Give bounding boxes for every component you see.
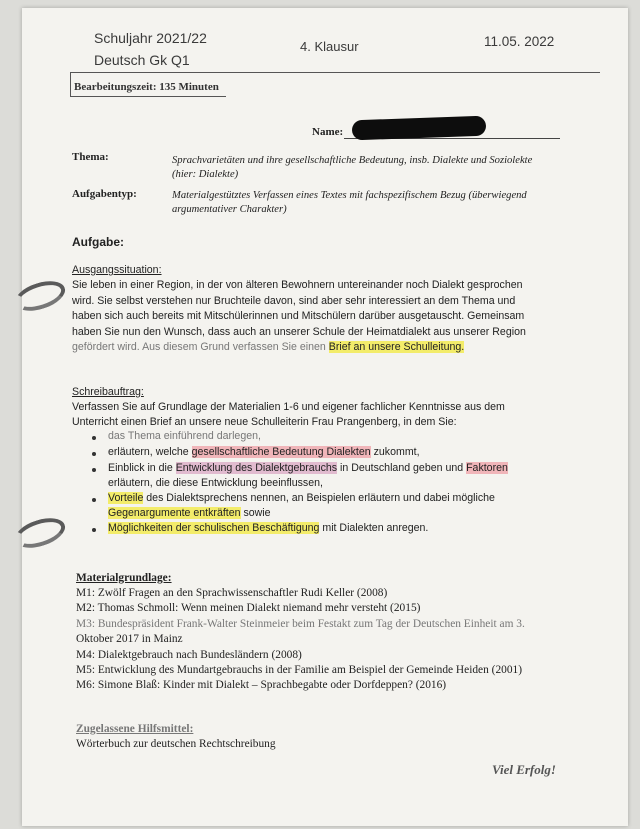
schreibauftrag-heading: Schreibauftrag: [72,386,144,398]
aufgabe-heading: Aufgabe: [72,235,124,249]
material-m2: M2: Thomas Schmoll: Wenn meinen Dialekt niemand mehr versteht (2015) [76,602,421,615]
material-m3: M3: Bundespräsident Frank-Walter Steinmeier beim Festakt zum Tag der Deutschen Einheit am 3. [76,617,525,630]
task-item-4-post-2: sowie [240,507,271,519]
bullet-5 [92,528,96,532]
closing-greeting: Viel Erfolg! [492,762,556,777]
highlight-gegenargumente: Gegenargumente entkräften [108,507,241,519]
highlight-moeglichkeiten: Möglichkeiten der schulischen Beschäftigung [108,522,320,534]
task-item-3-line-2: erläutern, die diese Entwicklung beeinflussen, [108,477,323,489]
bullet-1 [92,436,96,440]
highlight-entwicklung: Entwicklung des Dialektgebrauchs [175,462,338,474]
highlight-gesellschaftliche-bedeutung: gesellschaftliche Bedeutung Dialekten [191,446,371,458]
materialgrundlage-heading: Materialgrundlage: [76,572,172,584]
highlight-faktoren: Faktoren [466,462,508,474]
hilfsmittel-text: Wörterbuch zur deutschen Rechtschreibung [76,738,276,750]
schreibauftrag-intro-2: Unterricht einen Brief an unsere neue Schulleiterin Frau Prangenberg, in dem Sie: [72,416,457,428]
bullet-2 [92,452,96,456]
task-item-2-post: zukommt, [370,446,420,458]
material-m6: M6: Simone Blaß: Kinder mit Dialekt – Sprachbegabte oder Dorfdeppen? (2016) [76,679,447,692]
task-item-4 [108,491,495,507]
highlight-vorteile: Vorteile [108,492,144,504]
task-item-4-line-2 [108,506,271,522]
exam-date: 11.05. 2022 [484,34,555,49]
material-m5: M5: Entwicklung des Mundartgebrauchs in der Familie am Beispiel der Gemeinde Heiden (2001) [76,664,523,676]
highlight-brief: Brief an unsere Schulleitung. [328,341,465,354]
material-m4: M4: Dialektgebrauch nach Bundesländern (2008) [76,648,302,661]
thema-label: Thema: [72,151,109,163]
aufgabentyp-line-1: Materialgestütztes Verfassen eines Textes mit fachspezifischem Bezug (überwiegend [172,190,527,201]
ausgangssituation-line-2: wird. Sie selbst verstehen nur Bruchteile davon, sind aber sehr interessiert an dem Thema und [72,294,516,307]
bullet-4 [92,498,96,502]
schreibauftrag-intro-1: Verfassen Sie auf Grundlage der Materialien 1-6 und eigener fachlicher Kenntnisse aus dem [72,401,505,413]
task-item-1: das Thema einführend darlegen, [108,430,261,442]
task-item-3-pre: Einblick in die [108,462,176,474]
ausgangssituation-line-3: haben sich auch bereits mit Mitschülerinnen und Mitschülern darüber ausgetauscht. Gemeinsam [72,310,525,323]
header-rule [70,72,600,73]
task-item-3 [108,461,508,477]
ausgangssituation-line-1: Sie leben in einer Region, in der von älteren Bewohnern untereinander noch Dialekt gesprochen [72,279,523,291]
course: Deutsch Gk Q1 [94,52,190,68]
ausgangssituation-line-5 [72,340,464,356]
task-item-4-post: des Dialektsprechens nennen, an Beispielen erläutern und dabei mögliche [143,492,495,504]
redacted-name-scribble [352,116,487,141]
hilfsmittel-heading: Zugelassene Hilfsmittel: [76,723,194,735]
time-label: Bearbeitungszeit: 135 Minuten [74,81,219,93]
school-year: Schuljahr 2021/22 [94,30,207,46]
task-item-5-post: mit Dialekten anregen. [319,522,429,534]
task-item-2-pre: erläutern, welche [108,446,192,458]
thema-line-2: (hier: Dialekte) [172,169,239,180]
time-underline [70,96,226,97]
task-item-2 [108,445,420,461]
ausgangssituation-line-5-text: gefördert wird. Aus diesem Grund verfassen Sie einen [72,341,329,354]
ausgangssituation-heading: Ausgangssituation: [72,264,162,276]
header-rule-vertical [70,72,71,96]
aufgabentyp-line-2: argumentativer Charakter) [172,204,287,215]
material-m1: M1: Zwölf Fragen an den Sprachwissenschaftler Rudi Keller (2008) [76,587,388,599]
task-item-5 [108,521,428,537]
aufgabentyp-label: Aufgabentyp: [72,188,137,200]
task-item-3-mid: in Deutschland geben und [337,462,467,474]
bullet-3 [92,468,96,472]
ausgangssituation-line-4: haben Sie nun den Wunsch, dass auch an unserer Schule der Heimatdialekt aus unserer Region [72,325,526,338]
material-m3-continued: Oktober 2017 in Mainz [76,633,183,646]
exam-number: 4. Klausur [300,39,359,54]
name-label: Name: [312,126,344,138]
thema-line-1: Sprachvarietäten und ihre gesellschaftliche Bedeutung, insb. Dialekte und Soziolekte [172,155,533,166]
exam-sheet [22,8,628,826]
